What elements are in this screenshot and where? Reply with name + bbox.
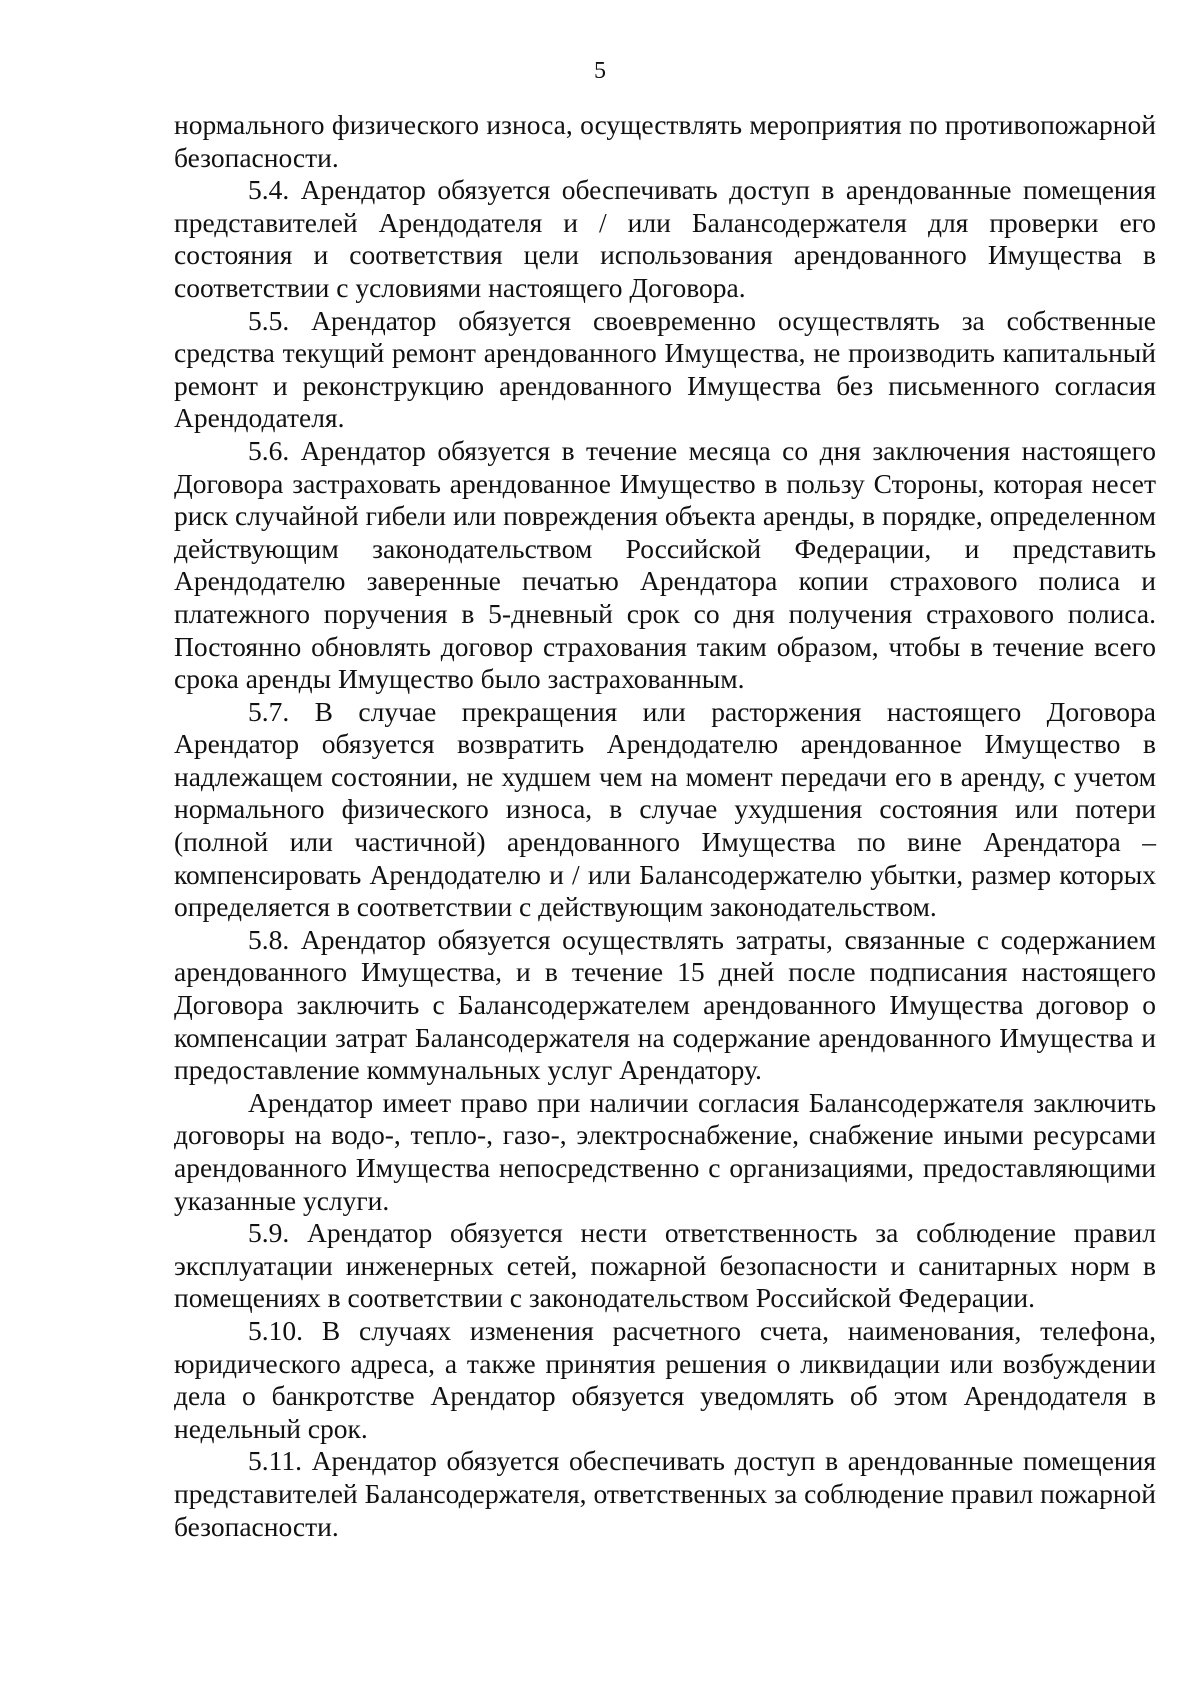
paragraph-5-9: 5.9. Арендатор обязуется нести ответственность за соблюдение правил эксплуатации инженерных сетей, пожарной безопасности и санитарных норм в помещениях в соответствии с законодательством Российской Федерации. bbox=[174, 1217, 1156, 1314]
paragraph-5-8-supplement: Арендатор имеет право при наличии согласия Балансодержателя заключить договоры на водо-, тепло-, газо-, электроснабжение, снабжение иными ресурсами арендованного Имущества непосредственно с организациями, предоставляющими указанные услуги. bbox=[174, 1086, 1156, 1216]
paragraph-5-10: 5.10. В случаях изменения расчетного счета, наименования, телефона, юридического адреса, а также принятия решения о ликвидации или возбуждении дела о банкротстве Арендатор обязуется уведомлять об этом Арендодателя в недельный срок. bbox=[174, 1314, 1156, 1444]
paragraph-5-6: 5.6. Арендатор обязуется в течение месяца со дня заключения настоящего Договора застраховать арендованное Имущество в пользу Стороны, которая несет риск случайной гибели или повреждения объекта аренды, в порядке, определенном действующим законодательством Российской Федерации, и представить Арендодателю заверенные печатью Арендатора копии страхового полиса и платежного поручения в 5-дневный срок со дня получения страхового полиса. Постоянно обновлять договор страхования таким образом, чтобы в течение всего срока аренды Имущество было застрахованным. bbox=[174, 434, 1156, 695]
page-number: 5 bbox=[594, 58, 606, 84]
paragraph-5-7: 5.7. В случае прекращения или расторжения настоящего Договора Арендатор обязуется возвратить Арендодателю арендованное Имущество в надлежащем состоянии, не худшем чем на момент передачи его в аренду, с учетом нормального физического износа, в случае ухудшения состояния или потери (полной или частичной) арендованного Имущества по вине Арендатора – компенсировать Арендодателю и / или Балансодержателю убытки, размер которых определяется в соответствии с действующим законодательством. bbox=[174, 695, 1156, 923]
paragraph-5-4: 5.4. Арендатор обязуется обеспечивать доступ в арендованные помещения представителей Арендодателя и / или Балансодержателя для проверки его состояния и соответствия цели использования арендованного Имущества в соответствии с условиями настоящего Договора. bbox=[174, 174, 1156, 303]
paragraph-continuation: нормального физического износа, осуществлять мероприятия по противопожарной безопасности. bbox=[174, 109, 1156, 173]
document-body bbox=[174, 109, 1156, 1543]
paragraph-5-5: 5.5. Арендатор обязуется своевременно осуществлять за собственные средства текущий ремонт арендованного Имущества, не производить капитальный ремонт и реконструкцию арендованного Имущества без письменного согласия Арендодателя. bbox=[174, 304, 1156, 434]
paragraph-5-11: 5.11. Арендатор обязуется обеспечивать доступ в арендованные помещения представителей Балансодержателя, ответственных за соблюдение правил пожарной безопасности. bbox=[174, 1445, 1156, 1542]
paragraph-5-8: 5.8. Арендатор обязуется осуществлять затраты, связанные с содержанием арендованного Имущества, и в течение 15 дней после подписания настоящего Договора заключить с Балансодержателем арендованного Имущества договор о компенсации затрат Балансодержателя на содержание арендованного Имущества и предоставление коммунальных услуг Арендатору. bbox=[174, 923, 1156, 1086]
